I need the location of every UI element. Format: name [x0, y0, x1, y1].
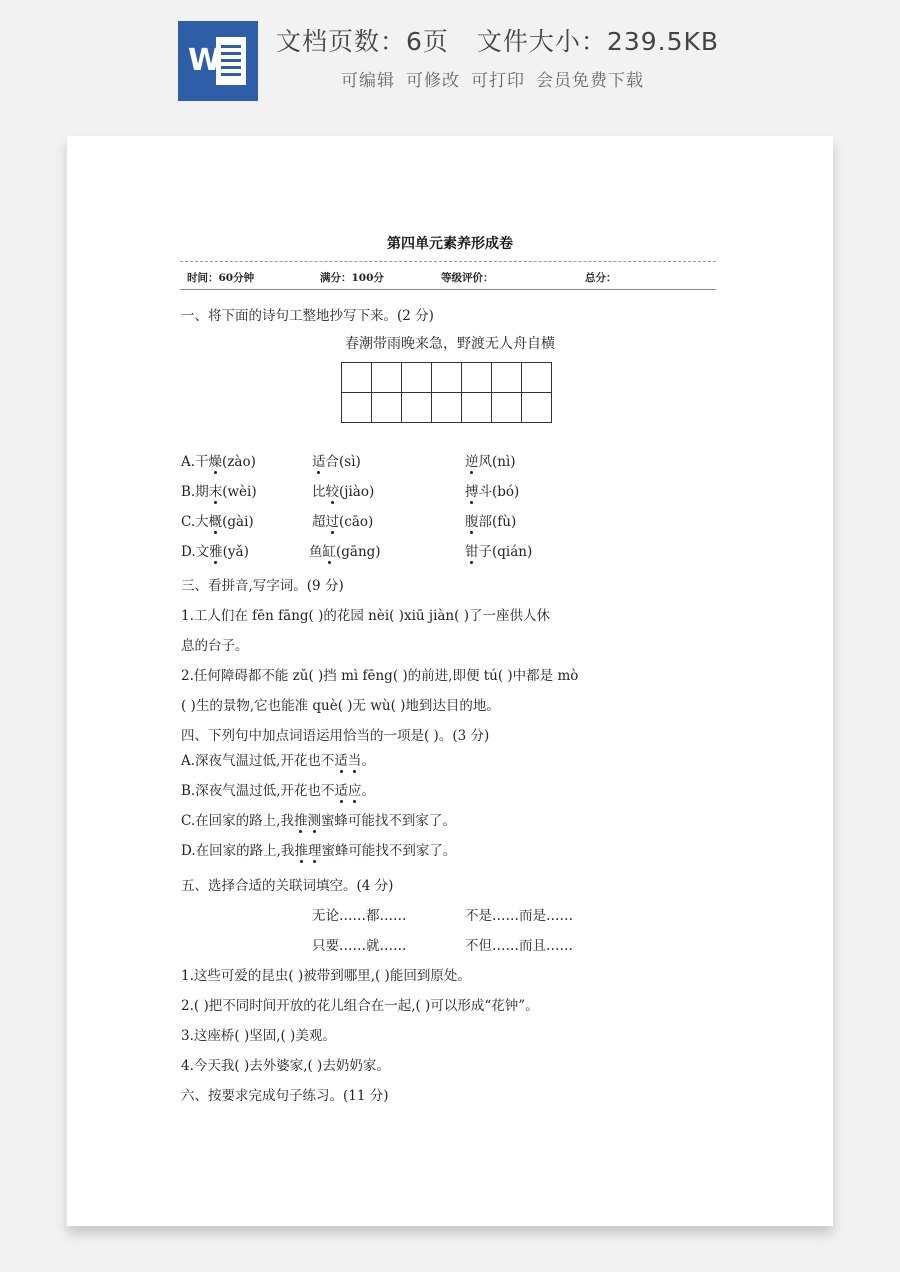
q2-option-text: 斗(bó): [478, 484, 520, 500]
banner-title: [276, 22, 719, 58]
copy-grid[interactable]: [342, 363, 552, 423]
q2-option: [181, 450, 256, 470]
q2-option-text: (cāo): [339, 514, 374, 530]
q2-option-emphasis-char: 钳: [465, 540, 479, 560]
q2-option-emphasis-char: 末: [209, 480, 223, 500]
q5-word-4: 不但……而且……: [465, 938, 573, 954]
q4-option-emphasis-char: 推: [294, 839, 308, 859]
word-document-icon: [178, 21, 258, 101]
q2-option-emphasis-char: 较: [326, 480, 340, 500]
q4-option-emphasis-char: 应: [348, 779, 362, 799]
grid-cell[interactable]: [341, 392, 372, 423]
dashed-divider: [180, 261, 716, 262]
q5-item-4: 4.今天我( )去外婆家,( )去奶奶家。: [181, 1058, 390, 1074]
q2-option-text: (yǎ): [222, 544, 249, 560]
grid-cell[interactable]: [371, 362, 402, 393]
q2-option-text: (gài): [222, 514, 254, 530]
q2-option-text: 超: [312, 514, 326, 530]
q4-option: [181, 779, 375, 799]
q2-option-emphasis-char: 燥: [209, 450, 223, 470]
grid-cell[interactable]: [521, 362, 552, 393]
q2-option: [312, 450, 361, 470]
q4-option: [181, 809, 456, 829]
q4-option-emphasis-char: 适: [335, 779, 349, 799]
meta-full-score: 满分：100分: [320, 272, 384, 284]
grid-cell[interactable]: [461, 392, 492, 423]
q2-option-emphasis-char: 概: [209, 510, 223, 530]
q4-option-text: 。: [361, 753, 375, 769]
q4-option-emphasis-char: 当: [348, 749, 362, 769]
q4-option-text: C.在回家的路上,我: [181, 813, 294, 829]
q3-heading: 三、看拼音,写字词。(9 分): [181, 578, 344, 594]
grid-cell[interactable]: [401, 362, 432, 393]
meta-grade: 等级评价：: [441, 272, 494, 284]
q5-item-3: 3.这座桥( )坚固,( )美观。: [181, 1028, 336, 1044]
q2-option-text: 子(qián): [478, 544, 533, 560]
q2-option-text: B.期: [181, 484, 209, 500]
grid-cell[interactable]: [431, 362, 462, 393]
q4-heading: 四、下列句中加点词语运用恰当的一项是( )。(3 分): [181, 728, 490, 744]
q2-option-text: D.文: [181, 544, 210, 560]
q5-word-2: 不是……而是……: [465, 908, 573, 924]
grid-cell[interactable]: [401, 392, 432, 423]
grid-cell[interactable]: [491, 362, 522, 393]
meta-time: 时间：60分钟: [187, 272, 255, 284]
q4-option-emphasis-char: 适: [334, 749, 348, 769]
solid-divider: [180, 289, 716, 290]
q3-line1b: 息的台子。: [181, 638, 249, 654]
q2-option: [465, 450, 516, 470]
q2-option: [465, 540, 532, 560]
q4-option: [181, 749, 375, 769]
q2-option: [181, 480, 257, 500]
q2-option-emphasis-char: 逆: [465, 450, 479, 470]
grid-cell[interactable]: [341, 362, 372, 393]
q2-option: [181, 510, 254, 530]
download-banner: [0, 0, 900, 120]
word-letter: W: [188, 43, 222, 78]
q3-line2a: 2.任何障碍都不能 zǔ( )挡 mì fēng( )的前进,即便 tú( )中都是 mò: [181, 668, 579, 684]
q4-option-emphasis-char: 推: [294, 809, 308, 829]
grid-cell[interactable]: [491, 392, 522, 423]
q2-option-emphasis-char: 搏: [465, 480, 479, 500]
q4-option-text: 。: [361, 783, 376, 799]
q2-option: [465, 510, 516, 530]
grid-cell[interactable]: [461, 362, 492, 393]
q2-option-text: (gāng): [336, 544, 381, 560]
q2-option: [312, 510, 373, 530]
q2-option-text: A.干: [181, 454, 209, 470]
q1-heading: 一、将下面的诗句工整地抄写下来。(2 分): [181, 308, 434, 324]
q5-word-3: 只要……就……: [312, 938, 407, 954]
q2-option-emphasis-char: 适: [312, 450, 326, 470]
meta-total: 总分：: [585, 272, 617, 284]
document-page: [67, 136, 833, 1226]
page-count: 文档页数：6页: [276, 27, 449, 56]
q4-option: [181, 839, 456, 859]
q2-option-text: (zào): [222, 454, 256, 470]
q1-poem: 春潮带雨晚来急，野渡无人舟自横: [345, 336, 555, 352]
q2-option: [312, 480, 374, 500]
doc-title: 第四单元素养形成卷: [387, 236, 513, 252]
q2-option-text: 部(fù): [478, 514, 517, 530]
q4-option-text: 蜜蜂可能找不到家了。: [321, 843, 457, 859]
q2-option-emphasis-char: 缸: [323, 540, 337, 560]
q5-word-1: 无论……都……: [312, 908, 407, 924]
q4-option-text: 蜜蜂可能找不到家了。: [320, 813, 456, 829]
q2-option-text: (jiào): [339, 484, 375, 500]
q2-option-emphasis-char: 腹: [465, 510, 479, 530]
q2-option-text: C.大: [181, 514, 209, 530]
q2-option-text: 鱼: [309, 544, 323, 560]
q4-option-text: D.在回家的路上,我: [181, 843, 295, 859]
grid-cell[interactable]: [431, 392, 462, 423]
q5-item-1: 1.这些可爱的昆虫( )被带到哪里,( )能回到原处。: [181, 968, 471, 984]
q4-option-text: A.深夜气温过低,开花也不: [181, 753, 335, 769]
feature-member-download: 会员免费下载: [536, 71, 644, 91]
q6-heading: 六、按要求完成句子练习。(11 分): [181, 1088, 389, 1104]
q2-option-emphasis-char: 雅: [209, 540, 223, 560]
q2-option: [465, 480, 519, 500]
q3-line1a: 1.工人们在 fēn fāng( )的花园 nèi( )xiū jiàn( )了一座供人休: [181, 608, 550, 624]
q4-option-emphasis-char: 测: [307, 809, 321, 829]
grid-cell[interactable]: [521, 392, 552, 423]
q2-option-text: 合(sì): [325, 454, 361, 470]
grid-cell[interactable]: [371, 392, 402, 423]
file-size: 文件大小：239.5KB: [476, 27, 720, 56]
q2-option-text: 风(nì): [478, 454, 516, 470]
feature-printable: 可打印: [471, 71, 525, 91]
q4-option-emphasis-char: 理: [308, 839, 322, 859]
feature-editable: 可编辑: [341, 71, 395, 91]
q2-option-text: (wèi): [222, 484, 257, 500]
q2-option-text: 比: [312, 484, 326, 500]
q2-option-emphasis-char: 过: [326, 510, 340, 530]
q5-item-2: 2.( )把不同时间开放的花儿组合在一起,( )可以形成“花钟”。: [181, 998, 539, 1014]
q3-line2b: ( )生的景物,它也能准 què( )无 wù( )地到达目的地。: [181, 698, 500, 714]
q5-heading: 五、选择合适的关联词填空。(4 分): [181, 878, 394, 894]
q4-option-text: B.深夜气温过低,开花也不: [181, 783, 335, 799]
feature-modifiable: 可修改: [406, 71, 460, 91]
feature-list: [341, 66, 644, 91]
q2-option: [181, 540, 249, 560]
q2-option: [309, 540, 381, 560]
